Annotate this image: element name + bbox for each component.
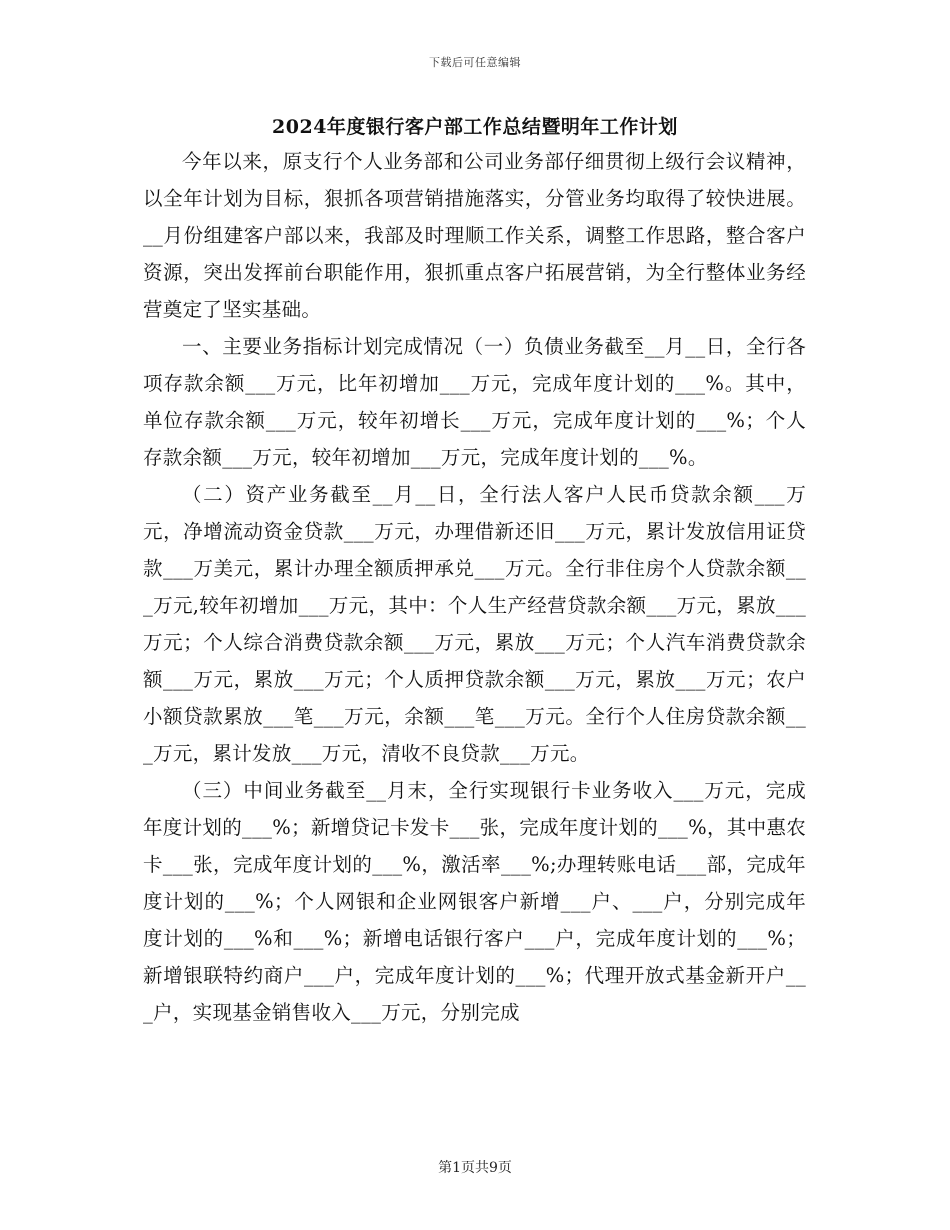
paragraph-asset-business: （二）资产业务截至__月__日，全行法人客户人民币贷款余额___万元，净增流动资金贷款___万元，办理借新还旧___万元，累计发放信用证贷款___万美元，累计办理全额质押承兑___万元。全行非住房个人贷款余额___万元,较年初增加___万元，其中：个人生产经营贷款余额___万元，累放___万元；个人综合消费贷款余额___万元，累放___万元；个人汽车消费贷款余额___万元，累放___万元；个人质押贷款余额___万元，累放___万元；农户小额贷款累放___笔___万元，余额___笔___万元。全行个人住房贷款余额___万元，累计发放___万元，清收不良贷款___万元。: [143, 483, 806, 765]
document-title: 2024年度银行客户部工作总结暨明年工作计划: [272, 116, 678, 138]
paragraph-intermediary-business: （三）中间业务截至__月末，全行实现银行卡业务收入___万元，完成年度计划的___%；新增贷记卡发卡___张，完成年度计划的___%，其中惠农卡___张，完成年度计划的___%，激活率___%;办理转账电话___部，完成年度计划的___%；个人网银和企业网银客户新增___户、___户，分别完成年度计划的___%和___%；新增电话银行客户___户，完成年度计划的___%；新增银联特约商户___户，完成年度计划的___%；代理开放式基金新开户___户，实现基金销售收入___万元，分别完成: [143, 779, 806, 1024]
paragraph-liability-business: 一、主要业务指标计划完成情况（一）负债业务截至__月__日，全行各项存款余额___万元，比年初增加___万元，完成年度计划的___%。其中，单位存款余额___万元，较年初增长___万元，完成年度计划的___%；个人存款余额___万元，较年初增加___万元，完成年度计划的___%。: [143, 335, 806, 469]
paragraph-intro: 今年以来，原支行个人业务部和公司业务部仔细贯彻上级行会议精神，以全年计划为目标，狠抓各项营销措施落实，分管业务均取得了较快进展。__月份组建客户部以来，我部及时理顺工作关系，调整工作思路，整合客户资源，突出发挥前台职能作用，狠抓重点客户拓展营销，为全行整体业务经营奠定了坚实基础。: [143, 150, 806, 321]
page-header-note: 下载后可任意编辑: [429, 56, 521, 69]
page-number: 第1页共9页: [438, 1160, 512, 1176]
document-body: [143, 143, 806, 1031]
